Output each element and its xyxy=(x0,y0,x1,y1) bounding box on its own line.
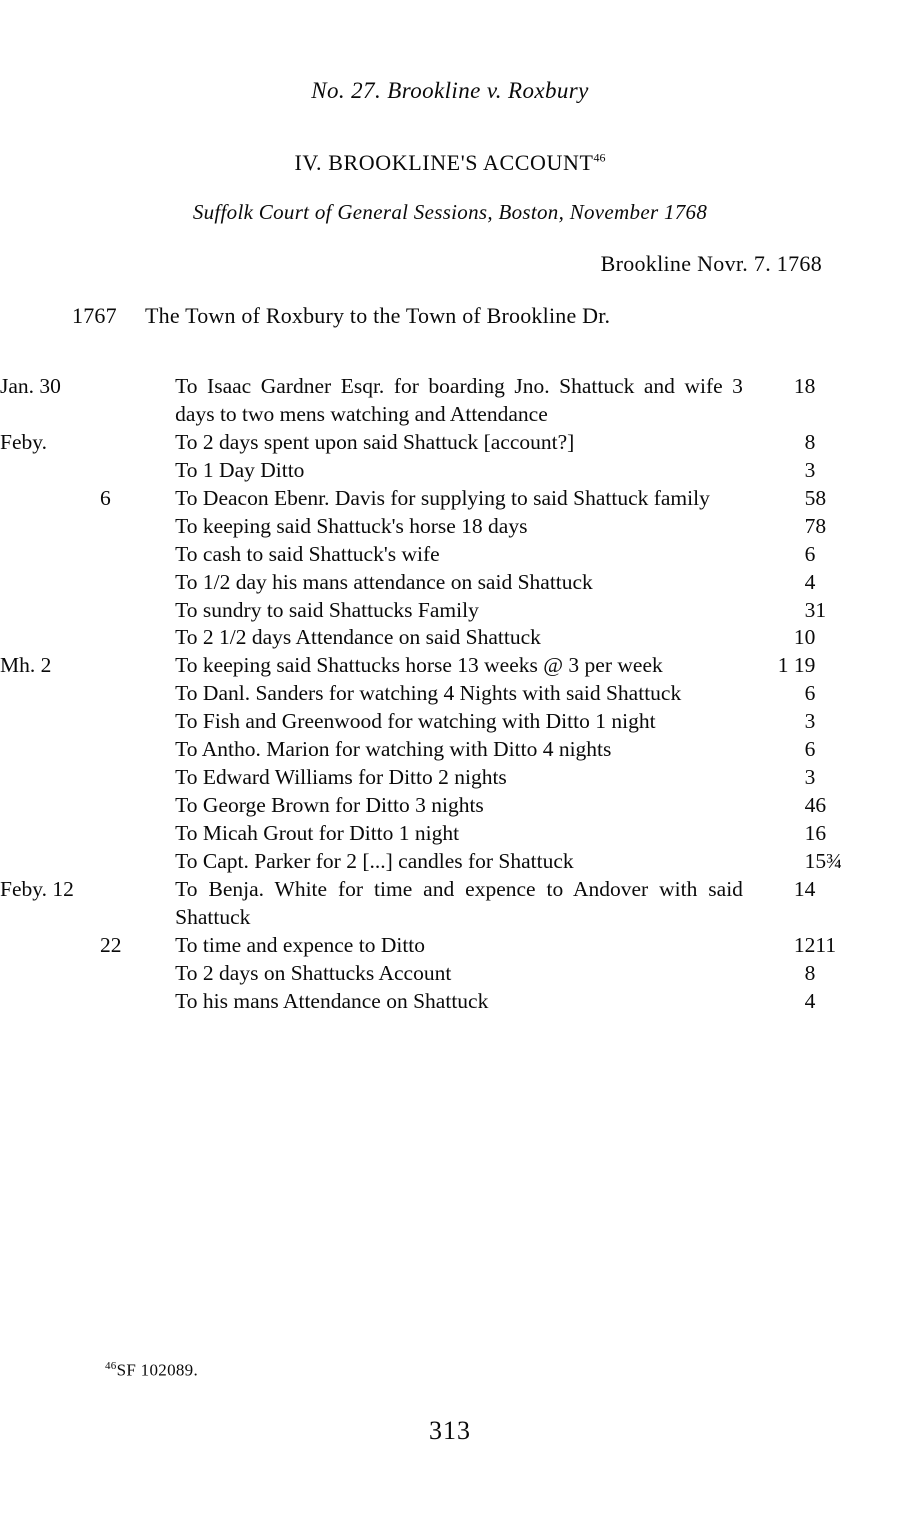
entry-description-text: To 1/2 day his mans attendance on said Shattuck xyxy=(175,569,593,594)
table-row xyxy=(0,485,900,513)
entry-amount-shillings: 3 xyxy=(804,709,816,734)
account-headline xyxy=(0,303,900,329)
entry-amount-shillings: 4 xyxy=(804,988,816,1013)
entry-amount-shillings: 6 xyxy=(804,737,816,762)
entry-amount-pence xyxy=(815,569,900,597)
entry-description xyxy=(175,736,743,764)
table-row xyxy=(0,820,900,848)
running-head: No. 27. Brookline v. Roxbury xyxy=(311,78,589,103)
entry-date: Feby. xyxy=(0,429,47,454)
table-row xyxy=(0,988,900,1016)
table-row xyxy=(0,569,900,597)
table-row xyxy=(0,652,900,680)
entry-description xyxy=(175,624,743,652)
entry-amount-pence xyxy=(815,988,900,1016)
page-number: 313 xyxy=(429,1416,471,1445)
entry-description xyxy=(175,569,743,597)
entry-amount-pence xyxy=(815,373,900,429)
entry-description-text: To 1 Day Ditto xyxy=(175,457,305,482)
entry-date xyxy=(0,736,175,764)
table-row xyxy=(0,541,900,569)
table-row xyxy=(0,429,900,457)
entry-description-text: To Edward Williams for Ditto 2 nights xyxy=(175,765,507,790)
account-heading-text: The Town of Roxbury to the Town of Brookline Dr. xyxy=(145,303,611,328)
court-subtitle: Suffolk Court of General Sessions, Boston, November 1768 xyxy=(192,200,708,224)
entry-date: 6 xyxy=(100,485,111,510)
entry-date xyxy=(0,820,175,848)
entry-description-text: To keeping said Shattuck's horse 18 days xyxy=(175,513,528,538)
footnote-marker: 46 xyxy=(105,1360,117,1372)
section-title-text: IV. BROOKLINE'S ACCOUNT xyxy=(294,150,594,175)
document-page xyxy=(0,78,900,1518)
section-title-footnote-marker: 46 xyxy=(593,150,606,165)
entry-description xyxy=(175,652,743,680)
entry-date xyxy=(0,764,175,792)
entry-date: Mh. 2 xyxy=(0,653,52,678)
entry-amount-pence xyxy=(815,960,900,988)
entry-amount-shillings: 3 xyxy=(804,765,816,790)
entry-date xyxy=(0,680,175,708)
table-row xyxy=(0,960,900,988)
entry-amount-shillings: 12 xyxy=(793,932,816,957)
table-row xyxy=(0,736,900,764)
entry-amount-pence xyxy=(815,541,900,569)
entry-amount-shillings: 6 xyxy=(804,541,816,566)
entry-amount-pence: 8 xyxy=(815,485,827,510)
entry-amount-shillings: 18 xyxy=(793,374,816,398)
entry-description-text: To cash to said Shattuck's wife xyxy=(175,541,440,566)
table-row xyxy=(0,624,900,652)
entry-amount-pence xyxy=(815,624,900,652)
entry-amount-shillings: 7 xyxy=(804,513,816,538)
entry-description-text: To Danl. Sanders for watching 4 Nights with said Shattuck xyxy=(175,681,682,706)
entry-amount-shillings: 8 xyxy=(804,960,816,985)
entry-amount-shillings: 6 xyxy=(804,681,816,706)
entry-description-text: To 2 days spent upon said Shattuck [account?] xyxy=(175,429,575,454)
entry-date xyxy=(0,541,175,569)
entry-date: 22 xyxy=(100,932,122,957)
entry-description-text: To Deacon Ebenr. Davis for supplying to said Shattuck family xyxy=(175,485,710,510)
table-row xyxy=(0,764,900,792)
entry-date xyxy=(0,597,175,625)
entry-description xyxy=(175,429,743,457)
entry-description xyxy=(175,820,743,848)
entry-description xyxy=(175,932,743,960)
entry-description xyxy=(175,597,743,625)
entry-date: Jan. 30 xyxy=(0,374,61,398)
entry-description-text: To 2 1/2 days Attendance on said Shattuck xyxy=(175,625,541,650)
entry-amount-shillings: 14 xyxy=(793,876,816,901)
entry-amount-pence xyxy=(815,429,900,457)
entry-description-text: To Fish and Greenwood for watching with Ditto 1 night xyxy=(175,709,656,734)
entry-date xyxy=(0,624,175,652)
entry-description xyxy=(175,680,743,708)
entry-date xyxy=(0,960,175,988)
entry-amount-pence: 5¾ xyxy=(815,848,843,873)
entry-date xyxy=(0,457,175,485)
entry-amount-pence xyxy=(815,652,900,680)
table-row xyxy=(0,373,900,429)
entry-amount-pence xyxy=(815,708,900,736)
entry-description xyxy=(175,960,743,988)
table-row xyxy=(0,708,900,736)
entry-amount-pence xyxy=(815,736,900,764)
entry-amount-pence: 6 xyxy=(815,821,827,845)
table-spacer xyxy=(0,359,900,373)
table-row xyxy=(0,513,900,541)
entry-amount-pence: 11 xyxy=(815,932,837,957)
entry-amount-pence xyxy=(815,876,900,932)
table-row xyxy=(0,848,900,876)
entry-description-text: To Capt. Parker for 2 [...] candles for Shattuck xyxy=(175,848,574,873)
entry-amount-pence: 1 xyxy=(815,597,827,622)
entry-amount-shillings: 3 xyxy=(804,457,816,482)
table-row xyxy=(0,457,900,485)
table-row xyxy=(0,876,900,932)
entry-amount-pence: 6 xyxy=(815,793,827,818)
account-year: 1767 xyxy=(72,303,117,328)
entry-description xyxy=(175,708,743,736)
entry-description xyxy=(175,988,743,1016)
entry-description xyxy=(175,513,743,541)
footnote xyxy=(0,1360,900,1381)
entry-description xyxy=(175,541,743,569)
entry-description-text: To Micah Grout for Ditto 1 night xyxy=(175,821,460,845)
entry-date xyxy=(0,513,175,541)
dateline: Brookline Novr. 7. 1768 xyxy=(600,251,822,276)
entry-amount-shillings: 4 xyxy=(804,793,816,818)
entry-description xyxy=(175,876,743,932)
entry-description xyxy=(175,457,743,485)
entry-amount-shillings: 3 xyxy=(804,597,816,622)
entry-description xyxy=(175,764,743,792)
table-row xyxy=(0,932,900,960)
entry-date xyxy=(0,708,175,736)
section-title xyxy=(0,150,900,176)
table-row xyxy=(0,792,900,820)
entry-date xyxy=(0,848,175,876)
entry-description-text: To Isaac Gardner Esqr. for boarding Jno. Shattuck and wife 3 days to two mens watching and Attendance xyxy=(175,374,743,426)
entry-amount-pence xyxy=(815,680,900,708)
entry-description-text: To George Brown for Ditto 3 nights xyxy=(175,793,484,818)
entry-date: Feby. 12 xyxy=(0,876,74,901)
footnote-text: SF 102089. xyxy=(116,1360,199,1380)
entry-amount-shillings: 5 xyxy=(804,485,816,510)
entry-description xyxy=(175,373,743,429)
entry-amount-pence: 8 xyxy=(815,513,827,538)
entry-description-text: To Benja. White for time and expence to Andover with said Shattuck xyxy=(175,876,743,929)
entry-amount-pence xyxy=(815,457,900,485)
entry-date xyxy=(0,569,175,597)
entry-date xyxy=(0,988,175,1016)
entry-description-text: To Antho. Marion for watching with Ditto 4 nights xyxy=(175,737,612,762)
table-row xyxy=(0,597,900,625)
entry-amount-shillings: 4 xyxy=(804,569,816,594)
entry-amount-pence xyxy=(815,764,900,792)
table-row xyxy=(0,680,900,708)
entry-date xyxy=(0,792,175,820)
entry-amount-shillings: 10 xyxy=(793,625,816,650)
entry-amount-shillings: 1 xyxy=(804,848,816,873)
entry-description-text: To his mans Attendance on Shattuck xyxy=(175,988,489,1013)
entry-description xyxy=(175,485,743,513)
entry-description-text: To sundry to said Shattucks Family xyxy=(175,597,479,622)
entry-amount-shillings: 1 19 xyxy=(777,653,816,678)
entry-description-text: To 2 days on Shattucks Account xyxy=(175,960,452,985)
entry-description xyxy=(175,792,743,820)
entry-amount-shillings: 8 xyxy=(804,429,816,454)
entry-amount-shillings: 1 xyxy=(804,821,816,845)
entry-description-text: To keeping said Shattucks horse 13 weeks @ 3 per week xyxy=(175,653,663,678)
entry-description xyxy=(175,848,743,876)
entry-description-text: To time and expence to Ditto xyxy=(175,932,426,957)
account-table xyxy=(0,359,900,1016)
